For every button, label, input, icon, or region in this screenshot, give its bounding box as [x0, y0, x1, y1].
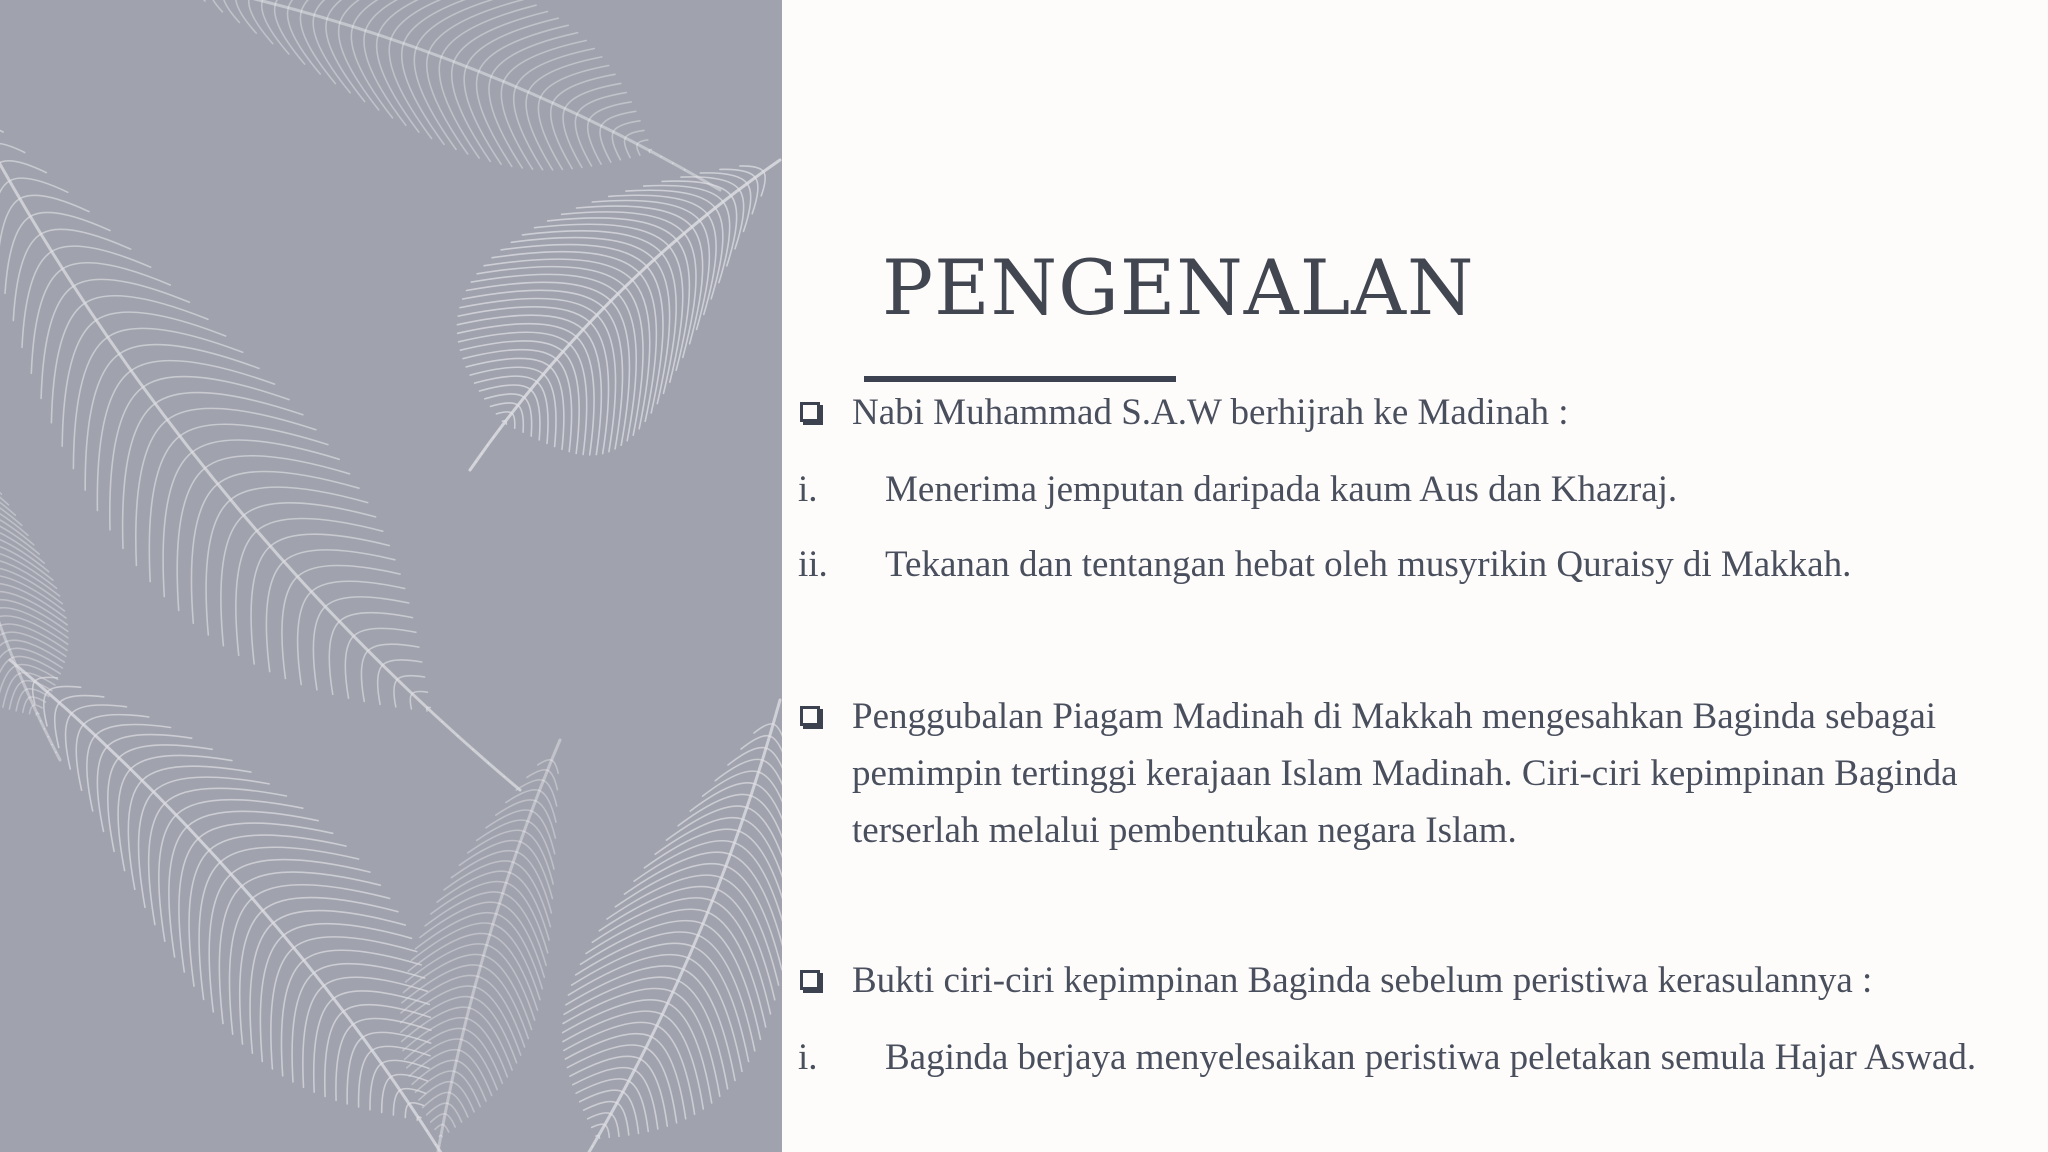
feather-barb — [512, 413, 515, 428]
feather-barb — [313, 607, 325, 690]
feather-barb — [609, 195, 708, 214]
feather-barb — [599, 1136, 600, 1139]
feather-barb — [719, 202, 730, 283]
feather-barb — [347, 1037, 363, 1104]
feather-barb — [0, 143, 25, 152]
feather-barb — [480, 385, 531, 391]
feather-barb — [468, 830, 524, 853]
feather-barb — [541, 66, 609, 98]
feather-barb — [475, 376, 537, 383]
feather-barb — [518, 405, 523, 432]
feather-barb — [62, 320, 96, 446]
feather-barb — [683, 969, 735, 1080]
feather-barb — [378, 0, 469, 35]
feather-barb — [372, 1046, 430, 1055]
feather-barb — [85, 354, 119, 490]
feather-barb — [623, 1092, 639, 1133]
feather-barb — [13, 234, 41, 321]
feather-barb — [412, 1060, 456, 1084]
feather-barb — [63, 263, 171, 285]
feather-barb — [528, 57, 602, 92]
feather-barb — [463, 350, 556, 359]
feather-barb — [491, 33, 577, 77]
feather-barb — [44, 692, 47, 726]
feather-barb — [339, 613, 412, 622]
feather-barb — [761, 172, 765, 196]
bullet-text: Nabi Muhammad S.A.W berhijrah ke Madinah : — [852, 392, 1569, 433]
feather-barb — [37, 713, 39, 714]
feather-barb — [449, 1093, 468, 1117]
feather-barb — [273, 911, 405, 925]
feather-barb — [752, 178, 758, 214]
feather-barb — [528, 821, 554, 869]
numbered-marker: i. — [798, 469, 818, 510]
feather-barb — [646, 1048, 677, 1123]
square-bullet-icon — [800, 706, 820, 726]
feather-barb — [537, 382, 548, 444]
feather-barb — [324, 977, 428, 991]
feather-barb — [294, 937, 417, 952]
numbered-text: Baginda berjaya menyelesaikan peristiwa peletakan semula Hajar Aswad. — [885, 1037, 1977, 1078]
feather-barb — [0, 161, 46, 173]
feather-barb — [454, 1071, 480, 1106]
feather-barb — [458, 324, 577, 337]
feather-barb — [270, 534, 389, 546]
feather-barb — [405, 1028, 464, 1059]
feather-pattern-panel — [0, 0, 782, 1152]
feather-barb — [0, 476, 9, 505]
feather-barb — [304, 950, 421, 965]
feather-barb — [378, 665, 383, 704]
feather-barb — [74, 279, 190, 302]
feather-shaft — [560, 700, 780, 1152]
feather-barb — [0, 543, 53, 581]
feather-barb — [536, 801, 556, 838]
feather-barb — [688, 958, 742, 1071]
bullet-text: Penggubalan Piagam Madinah di Makkah mengesahkan Baginda sebagai pemimpin tertinggi kerajaan Islam Madinah. Ciri-ciri kepimpinan Baginda terserlah melalui pembentukan negara Islam. — [852, 696, 1958, 851]
feather-barb — [313, 15, 350, 93]
feather-barb — [249, 0, 273, 44]
feather-barb — [221, 515, 244, 645]
feather-barb — [550, 367, 564, 450]
feather-barb — [84, 715, 149, 725]
feather-barb — [382, 1060, 429, 1068]
feather-barb — [418, 1117, 421, 1118]
feather-barb — [73, 337, 107, 469]
feather-barb — [0, 650, 10, 700]
feather-barb — [344, 1005, 431, 1018]
feather-barb — [400, 1089, 425, 1094]
feather-barb — [751, 796, 782, 864]
feather-barb — [353, 1018, 431, 1030]
feather-barb — [187, 811, 318, 826]
feather-barb — [284, 550, 395, 562]
feather-barb — [382, 1077, 391, 1113]
feather-barb — [514, 87, 543, 170]
feather-barb — [329, 621, 339, 694]
slide-title: PENGENALAN — [882, 243, 1475, 332]
feather-barb — [611, 1114, 619, 1136]
feather-barb — [95, 725, 170, 736]
feather-barb — [580, 1090, 623, 1101]
feather-barb — [551, 103, 572, 169]
feather-barb — [155, 393, 303, 415]
feather-barb — [361, 651, 368, 702]
feather-shaft — [0, 400, 60, 760]
feather-barb — [394, 680, 397, 707]
feather-barb — [154, 777, 270, 792]
feather-barb — [0, 510, 34, 545]
feather-barb — [445, 1114, 455, 1127]
feather-barb — [282, 577, 298, 679]
feather-barb — [325, 1011, 344, 1096]
feather-barb — [76, 725, 83, 791]
feather-barb — [410, 694, 412, 709]
feather-barb — [16, 690, 26, 711]
feather-barb — [759, 772, 782, 824]
feather-barb — [0, 126, 3, 132]
numbered-text: Tekanan dan tentangan hebat oleh musyrikin Quraisy di Makkah. — [885, 544, 1852, 585]
feather-barb — [368, 644, 419, 651]
feather-barb — [592, 898, 712, 942]
feather-barb — [543, 374, 556, 446]
title-underline — [864, 376, 1176, 382]
numbered-marker: i. — [798, 1037, 818, 1078]
feather-barb — [262, 0, 311, 1]
feather-barb — [601, 111, 635, 126]
feather-barb — [210, 0, 223, 12]
feather-barb — [607, 875, 722, 919]
feather-barb — [257, 518, 383, 531]
feather-barb — [704, 214, 716, 314]
feather-barb — [625, 130, 644, 138]
feather-barb — [23, 697, 30, 712]
feather-barb — [649, 150, 651, 151]
feather-barb — [284, 924, 412, 939]
feather-barb — [72, 705, 127, 713]
feather-barb — [20, 195, 89, 211]
feather-barb — [370, 1064, 382, 1110]
feather-barb — [459, 332, 570, 344]
feather-barb — [605, 1125, 610, 1138]
feather-barb — [770, 736, 782, 763]
feather-barb — [584, 1102, 617, 1111]
feather-barb — [443, 1125, 449, 1132]
feather-barb — [87, 736, 96, 812]
feather-barb — [179, 838, 198, 972]
feather-barb — [629, 1081, 649, 1131]
feather-barb — [447, 1103, 461, 1122]
feather-barb — [516, 49, 594, 87]
feather-barb — [466, 358, 550, 366]
feather-barb — [242, 872, 381, 886]
feather-barb — [33, 681, 35, 704]
feather-barb — [524, 397, 531, 436]
numbered-marker: ii. — [798, 544, 828, 585]
feather-barb — [747, 808, 782, 883]
feather-barb — [532, 811, 555, 854]
feather-barb — [0, 468, 1, 494]
feather-barb — [613, 121, 640, 132]
feather-barb — [196, 0, 205, 1]
feather-barb — [30, 212, 110, 230]
feather-barb — [165, 788, 287, 803]
feather-barb — [51, 303, 84, 423]
feather-barb — [552, 760, 559, 773]
feather-barb — [405, 1104, 409, 1118]
feather-barb — [41, 286, 74, 398]
feather-barb — [231, 487, 368, 502]
feather-barb — [108, 758, 119, 852]
feather-barb — [397, 676, 424, 680]
feather-barb — [491, 403, 518, 406]
feather-barb — [143, 377, 289, 400]
feather-barb — [383, 660, 422, 665]
feather-barb — [298, 565, 401, 576]
feather-barb — [409, 1050, 459, 1077]
feather-barb — [744, 184, 751, 232]
feather-barb — [97, 371, 131, 511]
feather-barb — [727, 196, 737, 266]
feather-barb — [66, 714, 72, 770]
feather-barb — [110, 387, 143, 530]
square-bullet-icon — [800, 402, 820, 422]
feather-barb — [485, 394, 524, 399]
feather-barb — [149, 436, 179, 581]
feather-barb — [198, 823, 332, 838]
feather-pattern-image — [0, 0, 782, 1152]
bullet-text: Bukti ciri-ciri kepimpinan Baginda sebelum peristiwa kerasulannya : — [852, 960, 1873, 1001]
feather-barb — [345, 636, 353, 698]
feather-barb — [191, 484, 217, 623]
feather-shaft — [0, 90, 520, 790]
feather-barb — [266, 562, 283, 672]
feather-barb — [176, 800, 303, 815]
feather-barb — [55, 703, 60, 748]
feather-barb — [393, 1090, 400, 1115]
feather-barb — [311, 581, 404, 591]
content-area — [782, 0, 2048, 1152]
feather-barb — [218, 471, 359, 488]
feather-barb — [159, 815, 176, 941]
feather-barb — [149, 803, 165, 924]
feather-barb — [570, 1056, 640, 1076]
feather-barb — [0, 666, 16, 705]
feather-barb — [577, 93, 626, 115]
feather-barb — [136, 420, 168, 566]
feather-barb — [30, 705, 34, 713]
feather-barb — [506, 421, 507, 424]
feather-barb — [354, 628, 416, 636]
feather-barb — [205, 456, 350, 474]
feather-barb — [298, 592, 312, 685]
feather-barb — [0, 181, 10, 237]
feather-barb — [470, 367, 543, 375]
numbered-text: Menerima jemputan daripada kaum Aus dan Khazraj. — [885, 469, 1678, 510]
feather-barb — [326, 19, 365, 102]
square-bullet-icon — [800, 970, 820, 990]
feather-barb — [97, 747, 107, 832]
feather-barb — [10, 178, 68, 192]
feather-barb — [459, 1050, 492, 1095]
feather-barb — [708, 912, 766, 1027]
feather-barb — [314, 998, 334, 1092]
feather-barb — [236, 531, 257, 656]
feather-barb — [456, 1061, 486, 1101]
feather-barb — [139, 792, 154, 908]
feather-barb — [652, 1037, 686, 1119]
feather-barb — [22, 252, 52, 348]
feather-barb — [169, 827, 187, 957]
feather-barb — [325, 597, 409, 607]
feather-barb — [252, 885, 389, 899]
feather-barb — [711, 208, 723, 299]
feather-barb — [644, 186, 723, 202]
feather-barb — [131, 361, 274, 384]
feather-barb — [469, 1008, 512, 1070]
feather-barb — [363, 1032, 431, 1043]
feather-barb — [59, 696, 103, 703]
feather-barb — [586, 909, 708, 953]
feather-barb — [457, 315, 583, 329]
feather-barb — [634, 841, 734, 881]
feather-barb — [206, 500, 231, 635]
feather-barb — [588, 120, 601, 164]
feather-barb — [599, 887, 717, 931]
feather-barb — [581, 921, 704, 965]
feather-barb — [412, 692, 427, 694]
feather-barb — [263, 898, 398, 912]
feather-barb — [244, 503, 376, 517]
